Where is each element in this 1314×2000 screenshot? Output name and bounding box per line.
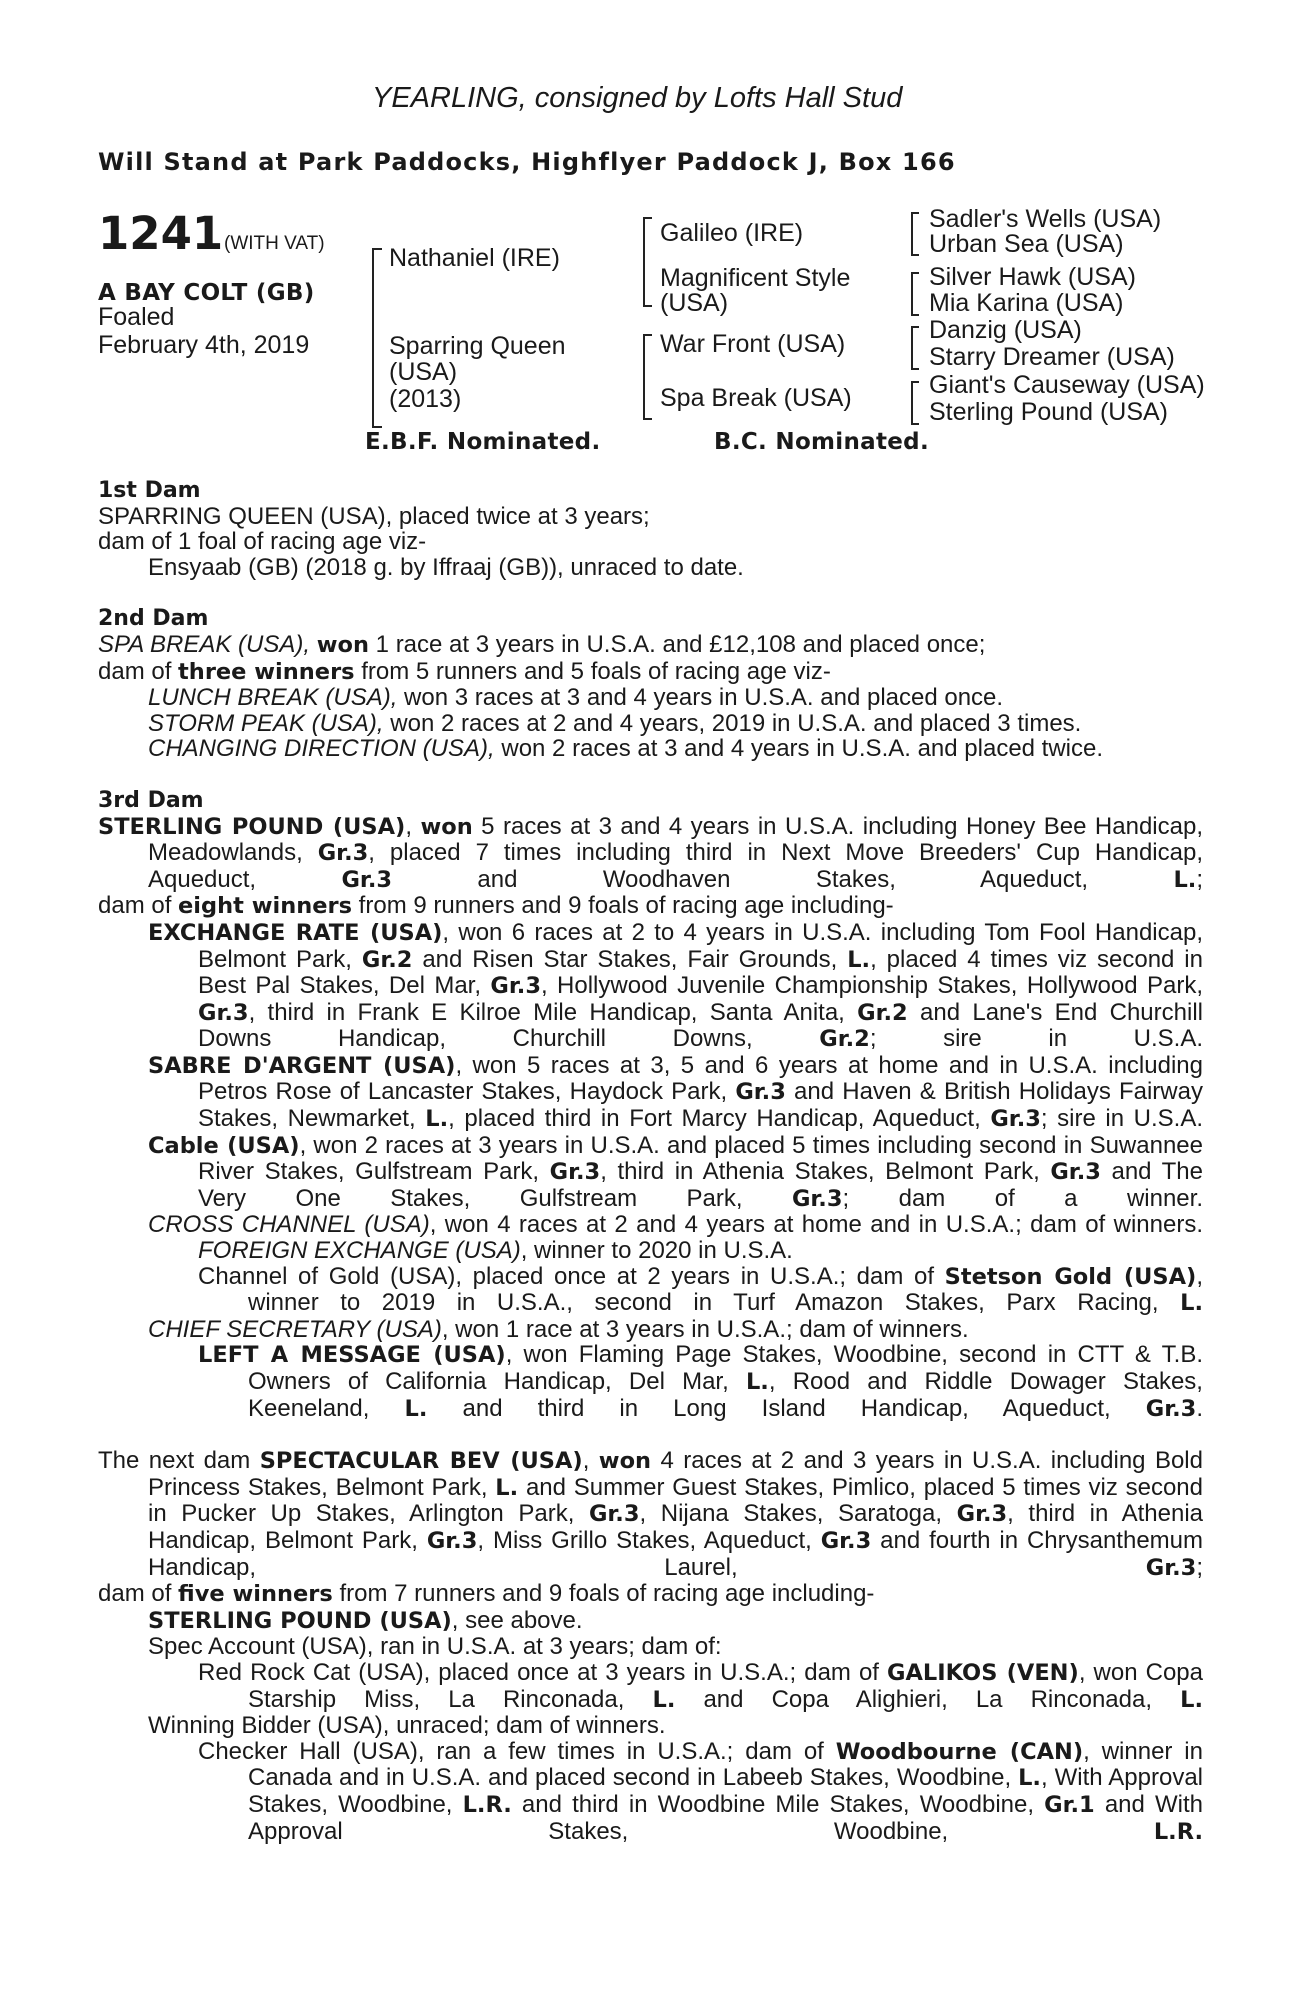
bold-run: L. <box>1180 1290 1203 1317</box>
pedigree-dam-line-3: (2013) <box>389 385 462 413</box>
second-dam-produce-1 <box>98 685 1203 711</box>
text-run: , Miss Grillo Stakes, Aqueduct, <box>477 1526 821 1554</box>
italic-run: FOREIGN EXCHANGE (USA) <box>198 1237 521 1265</box>
second-dam-produce-3 <box>98 736 1203 762</box>
italic-run: CROSS CHANNEL (USA) <box>148 1211 430 1239</box>
bold-run: Gr.1 <box>1044 1791 1095 1818</box>
bold-run: L.R. <box>462 1791 512 1818</box>
text-run: dam of <box>98 1580 179 1608</box>
produce-record: won 2 races at 2 and 4 years, 2019 in U.S.A. and placed 3 times. <box>390 709 1082 737</box>
bold-run: L. <box>1180 1686 1203 1713</box>
first-dam-heading: 1st Dam <box>98 478 201 503</box>
pedigree-ggsire-4: Giant's Causeway (USA) <box>929 371 1205 399</box>
bold-run: Gr.3 <box>735 1079 786 1106</box>
bold-run: L. <box>745 1369 769 1395</box>
bold-run: Cable (USA) <box>148 1132 300 1159</box>
text-run: Checker Hall (USA), ran a few times in U.S.A.; dam of <box>198 1737 836 1765</box>
foaled-date: February 4th, 2019 <box>98 331 310 359</box>
grandproduce-red-rock-cat <box>98 1660 1203 1713</box>
bold-run: won <box>598 1448 652 1475</box>
vat-note: (WITH VAT) <box>224 233 325 254</box>
ebf-nominated: E.B.F. Nominated. <box>365 429 601 455</box>
pedigree-ggsire-1: Sadler's Wells (USA) <box>929 205 1162 233</box>
text-run: The next dam <box>98 1447 260 1475</box>
text-run: and Risen Star Stakes, Fair Grounds, <box>412 945 848 973</box>
pedigree-dam-line-2: (USA) <box>389 358 458 386</box>
second-dam-foals: from 5 runners and 5 foals of racing age viz- <box>361 657 831 685</box>
bold-run: L. <box>404 1395 428 1422</box>
grandproduce-left-a-message <box>98 1342 1203 1422</box>
second-dam-winners: three winners <box>178 658 355 685</box>
text-run: 4 races at 2 and 3 years in U.S.A. including Bold Princess Stakes, Belmont Park, <box>148 1447 1203 1501</box>
pedigree-brace-main <box>372 248 382 428</box>
text-run: , Hollywood Juvenile Championship Stakes, Hollywood Park, <box>540 972 1203 1000</box>
text-run: , won Flaming Page Stakes, Woodbine, second in CTT & T.B. Owners of California Handicap, Del Mar, <box>248 1341 1204 1395</box>
bold-run: SABRE D'ARGENT (USA) <box>148 1052 456 1079</box>
text-run: , <box>582 1447 599 1475</box>
first-dam-text: SPARRING QUEEN (USA), placed twice at 3 years; <box>98 502 650 530</box>
bold-run: Stetson Gold (USA) <box>944 1263 1197 1290</box>
produce-name: STORM PEAK (USA), <box>148 709 384 737</box>
pedigree-sire-sire: Galileo (IRE) <box>660 219 804 247</box>
text-run: , winner to 2019 in U.S.A., second in Turf Amazon Stakes, Parx Racing, <box>248 1262 1203 1317</box>
pedigree-ggdam-2: Mia Karina (USA) <box>929 289 1124 317</box>
pedigree-brace-g3 <box>911 326 919 370</box>
text-run: and Haven & British Holidays Fairway Stakes, Newmarket, <box>198 1078 1203 1133</box>
lot-description: A BAY COLT (GB) <box>98 280 315 306</box>
text-run: and Lane's End Churchill Downs Handicap, Churchill Downs, <box>198 998 1203 1053</box>
pedigree-ggsire-2: Silver Hawk (USA) <box>929 263 1136 291</box>
bold-run: five winners <box>178 1581 333 1608</box>
text-run: Channel of Gold (USA), placed once at 2 years in U.S.A.; dam of <box>198 1262 945 1290</box>
text-run: , third in Frank E Kilroe Mile Handicap, Santa Anita, <box>248 998 858 1026</box>
produce-chief-secretary <box>98 1317 1203 1343</box>
produce-cable <box>98 1133 1203 1213</box>
produce-sabre-dargent <box>98 1053 1203 1133</box>
text-run: , Rood and Riddle Dowager Stakes, Keeneland, <box>248 1368 1203 1422</box>
text-run: . <box>1196 1394 1204 1422</box>
text-run: ; sire in U.S.A. <box>869 1025 1203 1053</box>
dam-history <box>98 478 1203 1845</box>
text-run: Winning Bidder (USA), unraced; dam of winners. <box>148 1712 666 1740</box>
pedigree-dam-dam: Spa Break (USA) <box>660 384 852 412</box>
bold-run: Gr.3 <box>490 973 541 1000</box>
bold-run: eight winners <box>178 893 353 920</box>
pedigree-ggdam-4: Sterling Pound (USA) <box>929 398 1169 426</box>
pedigree-brace-g4 <box>911 381 919 425</box>
text-run: , With Approval Stakes, Woodbine, <box>248 1764 1203 1818</box>
second-dam-won: won <box>316 631 369 658</box>
bold-run: STERLING POUND (USA) <box>98 813 406 840</box>
pedigree-brace-dam <box>643 334 652 420</box>
text-run: Spec Account (USA), ran in U.S.A. at 3 years; dam of: <box>148 1633 722 1661</box>
second-dam-name: SPA BREAK (USA), <box>98 630 311 658</box>
grandproduce-channel-of-gold <box>98 1264 1203 1317</box>
pedigree-sire-dam-line-2: (USA) <box>660 289 729 317</box>
text-run: and Woodhaven Stakes, Aqueduct, <box>392 865 1174 893</box>
bold-run: Gr.3 <box>426 1527 478 1554</box>
bold-run: Gr.3 <box>341 866 393 893</box>
grandproduce-foreign-exchange <box>98 1238 1203 1264</box>
text-run: from 7 runners and 9 foals of racing age including- <box>332 1580 875 1608</box>
text-run: and fourth in Chrysanthemum Handicap, Laurel, <box>148 1526 1203 1581</box>
bold-run: Gr.3 <box>990 1106 1041 1133</box>
next-dam-produce-intro <box>98 1581 1203 1608</box>
text-run: and third in Woodbine Mile Stakes, Woodbine, <box>511 1790 1045 1818</box>
text-run: ; dam of a winner. <box>842 1184 1203 1212</box>
text-run: , winner to 2020 in U.S.A. <box>520 1237 793 1265</box>
produce-sterling-pound <box>98 1608 1203 1635</box>
second-dam-produce-intro <box>98 659 1203 686</box>
third-dam-record <box>98 814 1203 894</box>
bold-run: GALIKOS (VEN) <box>887 1659 1079 1686</box>
bold-run: Gr.3 <box>956 1501 1008 1528</box>
bold-run: STERLING POUND (USA) <box>148 1607 452 1634</box>
italic-run: CHIEF SECRETARY (USA) <box>148 1315 442 1343</box>
bold-run: L. <box>847 946 871 973</box>
pedigree-brace-sire <box>643 217 652 307</box>
text-run: and Copa Alighieri, La Rinconada, <box>675 1685 1181 1713</box>
bold-run: LEFT A MESSAGE (USA) <box>198 1342 506 1369</box>
second-dam-record: 1 race at 3 years in U.S.A. and £12,108 and placed once; <box>375 630 986 658</box>
text-run: , see above. <box>451 1606 583 1634</box>
foaled-label: Foaled <box>98 303 175 331</box>
produce-record: won 3 races at 3 and 4 years in U.S.A. and placed once. <box>404 684 1004 712</box>
text-run: , winner in Canada and in U.S.A. and placed second in Labeeb Stakes, Woodbine, <box>248 1737 1203 1792</box>
text-run: ; <box>1196 1553 1203 1581</box>
pedigree-brace-g1 <box>911 212 919 256</box>
stabling-location: Will Stand at Park Paddocks, Highflyer Paddock J, Box 166 <box>98 148 956 176</box>
text-run: dam of <box>98 892 179 920</box>
text-run: , won Copa Starship Miss, La Rinconada, <box>248 1658 1203 1713</box>
text-run: and The Very One Stakes, Gulfstream Park, <box>198 1158 1203 1212</box>
produce-cross-channel <box>98 1212 1203 1238</box>
text-run: , Nijana Stakes, Saratoga, <box>639 1500 957 1528</box>
bold-run: Gr.3 <box>1145 1554 1197 1581</box>
text-run: and Summer Guest Stakes, Pimlico, placed 5 times viz second in Pucker Up Stakes, Arlington Park, <box>148 1473 1203 1528</box>
text-run: , third in Athenia Stakes, Belmont Park, <box>600 1158 1051 1186</box>
bold-run: L. <box>495 1474 519 1501</box>
second-dam-text <box>98 632 1203 659</box>
bold-run: L. <box>1018 1765 1041 1792</box>
produce-winning-bidder <box>98 1713 1203 1739</box>
text-run: , won 5 races at 3, 5 and 6 years at home and in U.S.A. including Petros Rose of Lancaster Stakes, Haydock Park, <box>198 1051 1203 1106</box>
text-run: , won 6 races at 2 to 4 years in U.S.A. including Tom Fool Handicap, Belmont Park, <box>198 918 1204 973</box>
bold-run: Gr.3 <box>317 840 369 867</box>
second-dam-heading: 2nd Dam <box>98 606 209 632</box>
second-dam-produce-2 <box>98 711 1203 737</box>
third-dam-produce-intro <box>98 893 1203 920</box>
text-run: 5 races at 3 and 4 years in U.S.A. including Honey Bee Handicap, Meadowlands, <box>148 812 1203 867</box>
text-run: , won 1 race at 3 years in U.S.A.; dam of winners. <box>441 1315 969 1343</box>
text-run: from 9 runners and 9 foals of racing age including- <box>352 892 894 920</box>
bold-run: Gr.2 <box>857 999 908 1026</box>
bold-run: Gr.3 <box>588 1501 640 1528</box>
bold-run: Gr.3 <box>549 1159 601 1186</box>
bc-nominated: B.C. Nominated. <box>714 429 929 455</box>
produce-record: won 2 races at 3 and 4 years in U.S.A. and placed twice. <box>501 735 1104 763</box>
produce-exchange-rate <box>98 920 1203 1053</box>
text-run: , <box>405 812 421 840</box>
next-dam-record <box>98 1448 1203 1581</box>
bold-run: SPECTACULAR BEV (USA) <box>259 1448 583 1475</box>
text-run: , third in Athenia Handicap, Belmont Park, <box>148 1500 1203 1554</box>
bold-run: Gr.3 <box>791 1185 843 1212</box>
text-run: ; <box>1196 865 1203 893</box>
produce-spec-account <box>98 1634 1203 1660</box>
pedigree-ggdam-3: Starry Dreamer (USA) <box>929 343 1175 371</box>
first-dam-foal: Ensyaab (GB) (2018 g. by Iffraaj (GB)), unraced to date. <box>148 553 744 581</box>
bold-run: Gr.2 <box>819 1026 870 1053</box>
text-run: , won 2 races at 3 years in U.S.A. and placed 5 times including second in Suwannee River Stakes, Gulfstream Park, <box>198 1131 1203 1186</box>
lot-number: 1241 <box>98 207 224 260</box>
text-run: Red Rock Cat (USA), placed once at 3 years in U.S.A.; dam of <box>198 1658 888 1686</box>
bold-run: EXCHANGE RATE (USA) <box>148 919 443 946</box>
bold-run: Gr.3 <box>198 999 249 1026</box>
pedigree-brace-g2 <box>911 272 919 316</box>
second-dam-dam-of: dam of <box>98 657 172 685</box>
catalogue-header: YEARLING, consigned by Lofts Hall Stud <box>372 82 903 114</box>
pedigree-sire-dam-line-1: Magnificent Style <box>660 264 851 292</box>
text-run: , won 4 races at 2 and 4 years at home and in U.S.A.; dam of winners. <box>429 1211 1203 1239</box>
pedigree-sire: Nathaniel (IRE) <box>389 244 560 272</box>
bold-run: won <box>420 813 473 840</box>
text-run: , placed 4 times viz second in Best Pal Stakes, Del Mar, <box>198 945 1203 1000</box>
text-run: , placed 7 times including third in Next Move Breeders' Cup Handicap, Aqueduct, <box>148 839 1203 893</box>
first-dam-produce-intro: dam of 1 foal of racing age viz- <box>98 528 427 556</box>
text-run: and third in Long Island Handicap, Aqueduct, <box>427 1394 1146 1422</box>
third-dam-heading: 3rd Dam <box>98 787 204 813</box>
bold-run: L. <box>425 1106 449 1133</box>
produce-name: CHANGING DIRECTION (USA), <box>148 735 495 763</box>
produce-name: LUNCH BREAK (USA), <box>148 684 398 712</box>
bold-run: L. <box>1173 866 1197 893</box>
bold-run: Gr.2 <box>361 946 413 973</box>
pedigree-ggsire-3: Danzig (USA) <box>929 316 1082 344</box>
pedigree-dam-sire: War Front (USA) <box>660 330 846 358</box>
bold-run: Woodbourne (CAN) <box>835 1738 1084 1765</box>
grandproduce-checker-hall <box>98 1739 1203 1845</box>
bold-run: L. <box>652 1686 676 1713</box>
bold-run: Gr.3 <box>1145 1395 1197 1422</box>
bold-run: Gr.3 <box>820 1527 872 1554</box>
pedigree-dam-line-1: Sparring Queen <box>389 332 566 360</box>
text-run: , placed third in Fort Marcy Handicap, Aqueduct, <box>448 1105 991 1133</box>
text-run: ; sire in U.S.A. <box>1040 1105 1204 1133</box>
text-run: and With Approval Stakes, Woodbine, <box>248 1790 1203 1845</box>
bold-run: L.R. <box>1153 1818 1203 1845</box>
pedigree-ggdam-1: Urban Sea (USA) <box>929 230 1124 258</box>
bold-run: Gr.3 <box>1050 1159 1101 1186</box>
